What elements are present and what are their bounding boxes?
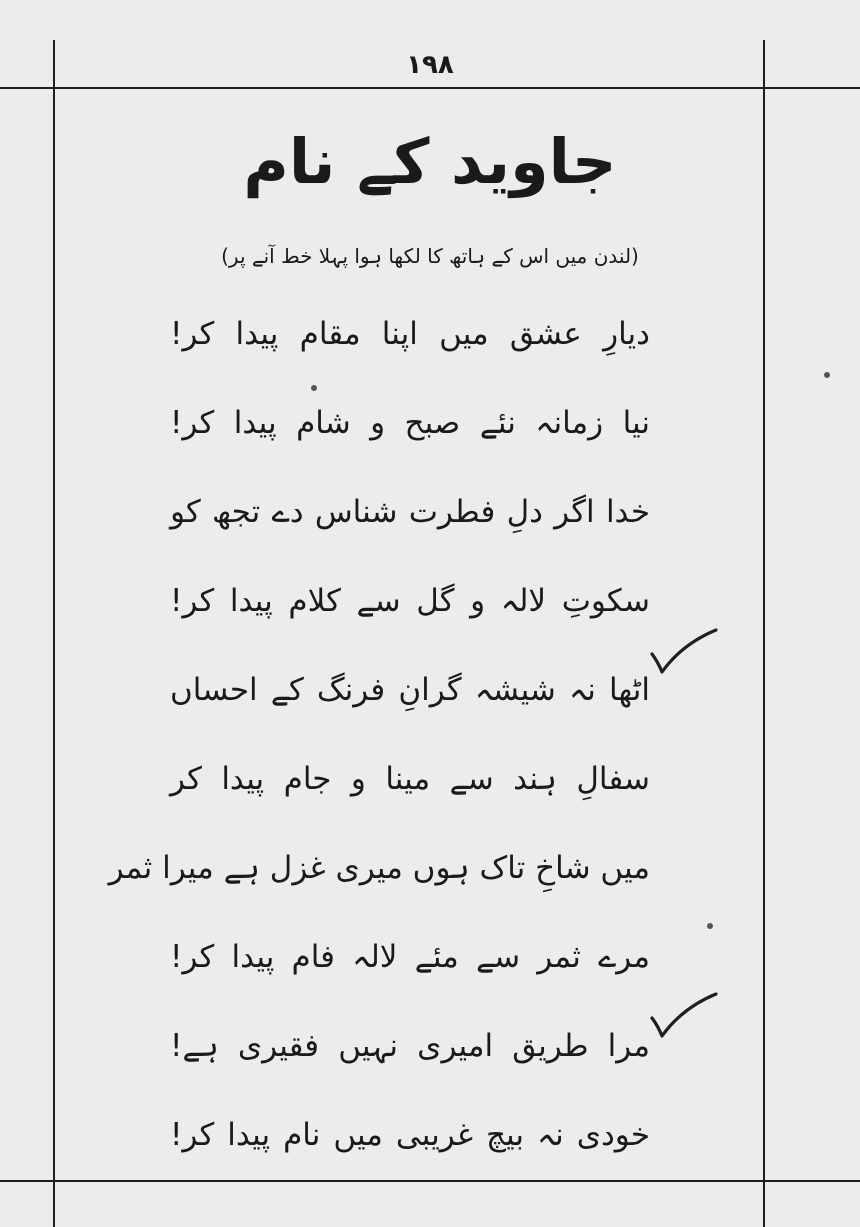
verse-line: خودی نہ بیچ غریبی میں نام پیدا کر! [170, 1117, 650, 1153]
poem-title: جاوید کے نام [243, 125, 617, 198]
verse-line: میں شاخِ تاک ہوں میری غزل ہے میرا ثمر [108, 850, 650, 886]
verse-line: سکوتِ لالہ و گل سے کلام پیدا کر! [170, 583, 650, 619]
verse-line: سفالِ ہند سے مینا و جام پیدا کر [170, 761, 650, 797]
right-border-line [763, 40, 765, 1227]
top-border-line [0, 87, 860, 89]
page-number: ۱۹۸ [406, 50, 454, 80]
poem-subtitle: (لندن میں اس کے ہاتھ کا لکھا ہوا پہلا خط آنے پر) [221, 244, 639, 268]
verse-line: مرا طریق امیری نہیں فقیری ہے! [170, 1028, 650, 1064]
ink-speck [707, 923, 713, 929]
bottom-border-line [0, 1180, 860, 1182]
verse-line: خدا اگر دلِ فطرت شناس دے تجھ کو [170, 494, 650, 530]
verse-line: اٹھا نہ شیشہ گرانِ فرنگ کے احساں [170, 672, 650, 708]
check-mark-icon [648, 626, 718, 676]
verse-line: مرے ثمر سے مئے لالہ فام پیدا کر! [170, 939, 650, 975]
ink-speck [311, 385, 317, 391]
left-border-line [53, 40, 55, 1227]
poem-verses [108, 290, 650, 1180]
check-mark-icon [648, 990, 718, 1040]
ink-speck [824, 372, 830, 378]
verse-line: دیارِ عشق میں اپنا مقام پیدا کر! [170, 316, 650, 352]
verse-line: نیا زمانہ نئے صبح و شام پیدا کر! [170, 405, 650, 441]
